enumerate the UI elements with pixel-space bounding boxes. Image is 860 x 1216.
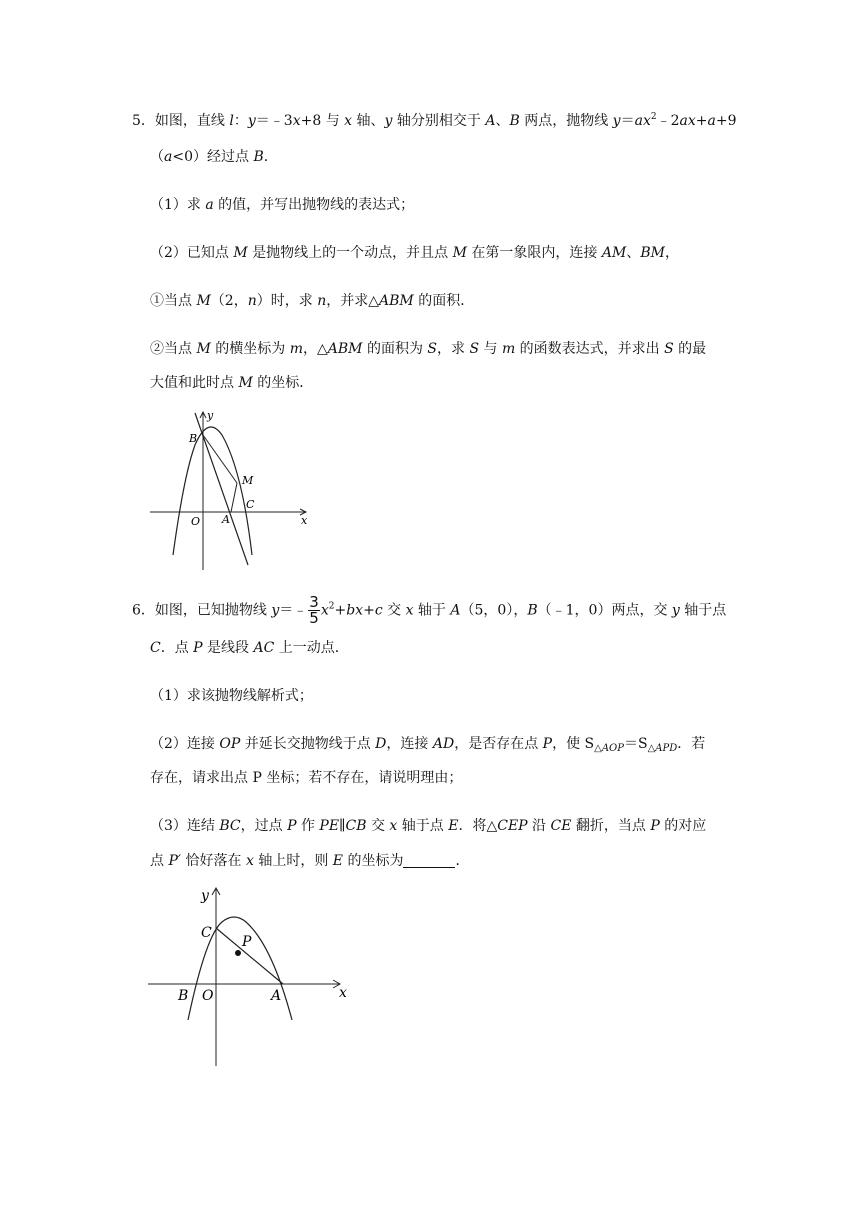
q6-label-O: O xyxy=(202,988,214,1004)
q6-label-C: C xyxy=(201,925,212,941)
q6-label-B: B xyxy=(178,988,189,1004)
q5-label-A: A xyxy=(222,513,230,526)
q6-part3-line2: 点 P′ 恰好落在 x 轴上时，则 E 的坐标为 ． xyxy=(150,853,470,869)
q5-label-B: B xyxy=(189,432,198,445)
q6-point-P xyxy=(235,950,241,956)
q5-label-O: O xyxy=(191,515,201,528)
q6-stem-line2: C．点 P 是线段 AC 上一动点． xyxy=(150,640,349,656)
q6-label-x: x xyxy=(339,985,347,1001)
q6-label-y: y xyxy=(201,888,209,904)
q5-subpart1: ①当点 M（2，n）时，求 n，并求△ABM 的面积． xyxy=(150,293,475,309)
q5-parabola xyxy=(173,427,252,555)
q5-segment-AM xyxy=(231,483,237,512)
q5-subpart2-line2: 大值和此时点 M 的坐标． xyxy=(150,375,314,391)
q6-part1: （1）求该抛物线解析式； xyxy=(150,688,313,704)
q5-subpart2-line1: ②当点 M 的横坐标为 m，△ABM 的面积为 S，求 S 与 m 的函数表达式，并求出 S 的最 xyxy=(150,341,707,357)
q5-stem-line2: （a<0）经过点 B． xyxy=(150,149,278,165)
q5-label-x: x xyxy=(301,514,308,527)
q6-part3-line1: （3）连结 BC，过点 P 作 PE∥CB 交 x 轴于点 E．将△CEP 沿 CE 翻折，当点 P 的对应 xyxy=(150,818,707,834)
q5-figure xyxy=(140,405,320,575)
q5-stem-line1: 5．如图，直线 l：y＝﹣3x+8 与 x 轴、y 轴分别相交于 A、B 两点，抛物线 $y=ax^2﹣2ax+a+9$ xyxy=(132,112,737,129)
q5-segment-BM xyxy=(203,435,237,483)
q5-part1: （1）求 a 的值，并写出抛物线的表达式； xyxy=(150,197,415,213)
q6-label-P: P xyxy=(242,934,252,950)
q6-figure xyxy=(140,880,360,1070)
answer-blank[interactable] xyxy=(403,853,455,868)
q5-label-M: M xyxy=(242,474,254,487)
q6-fraction: $\frac{3}{5}$ xyxy=(309,593,319,627)
q6-part2-line2: 存在，请求出点 P 坐标；若不存在，请说明理由； xyxy=(150,770,463,786)
q5-label-y: y xyxy=(207,409,214,422)
q6-part2-line1: （2）连接 OP 并延长交抛物线于点 D，连接 AD，是否存在点 P，使 $S_{\triangle AOP}=S_{\triangle APD}$．若 xyxy=(150,736,706,754)
q5-label-C: C xyxy=(246,498,255,511)
q6-stem-line1: 6．如图，已知抛物线 y＝﹣ $\frac{3}{5}$ $x^2+bx+c$ 交 x 轴于 A（5，0），B（﹣1，0）两点，交 y 轴于点 xyxy=(132,593,727,627)
q5-part2: （2）已知点 M 是抛物线上的一个动点，并且点 M 在第一象限内，连接 AM、BM， xyxy=(150,245,679,261)
q6-label-A: A xyxy=(271,988,282,1004)
